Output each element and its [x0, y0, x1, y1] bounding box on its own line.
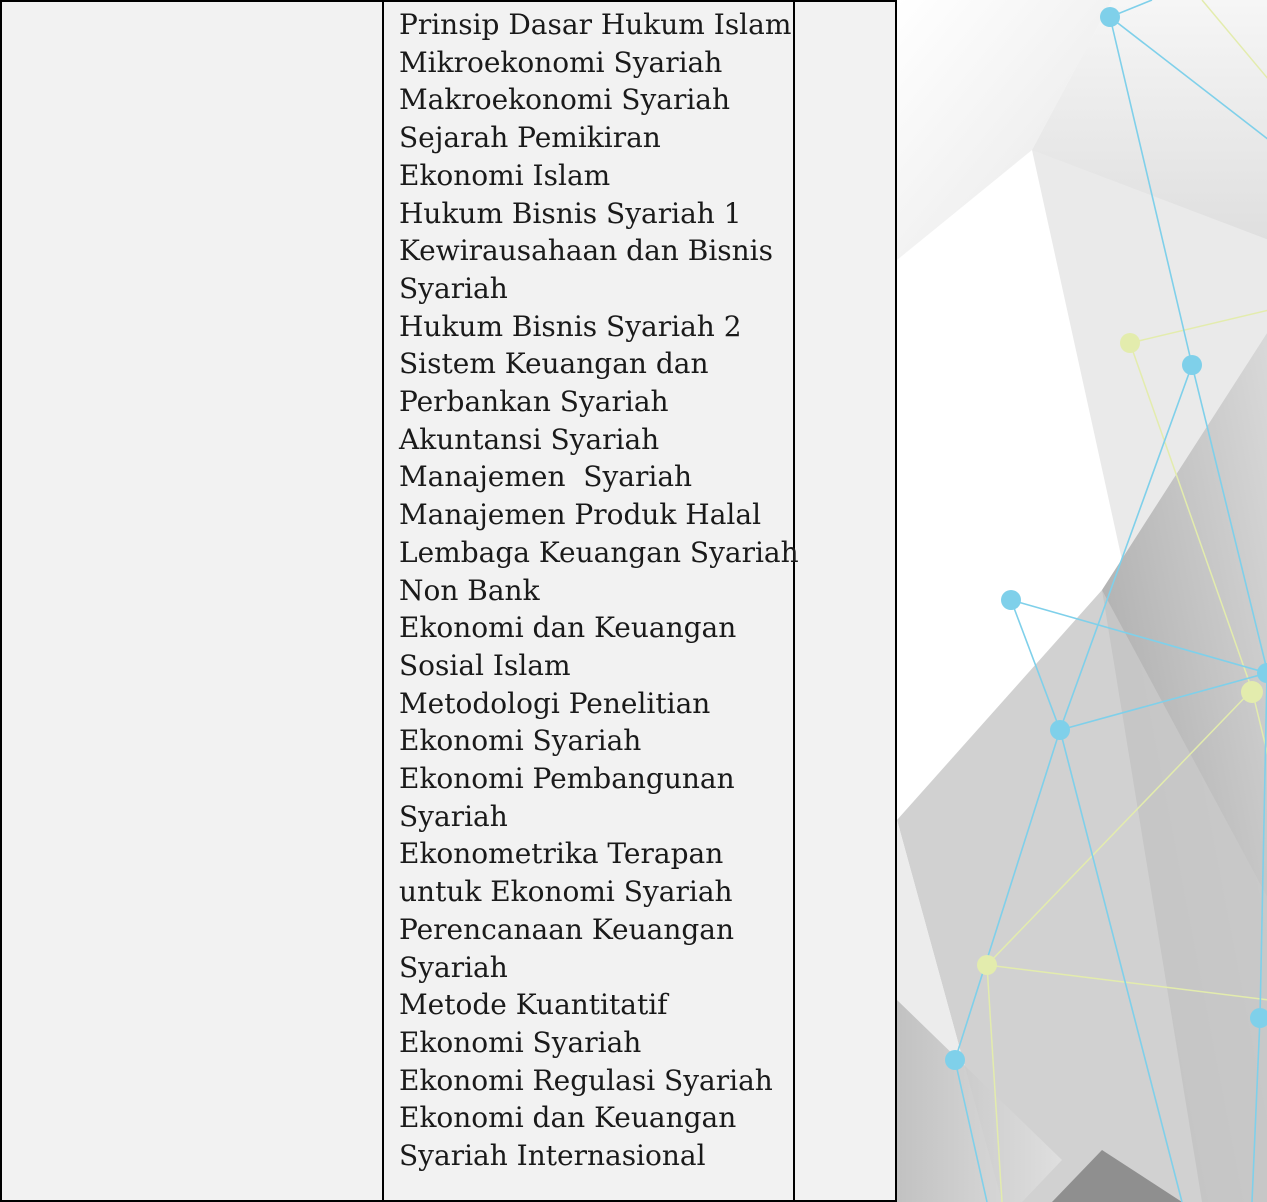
list-item: Metode Kuantitatif	[399, 988, 668, 1022]
list-item: Ekonomi Pembangunan	[399, 762, 735, 796]
list-item: Ekonomi Regulasi Syariah	[399, 1063, 773, 1097]
list-item: Ekonomi Syariah	[399, 724, 642, 758]
list-item: Manajemen Syariah	[399, 460, 693, 494]
list-item: Mikroekonomi Syariah	[399, 45, 723, 79]
list-item: Prinsip Dasar Hukum Islam	[399, 8, 792, 41]
list-item: Ekonomi Islam	[399, 158, 611, 192]
list-item: Syariah	[399, 799, 508, 833]
list-item: Non Bank	[399, 573, 540, 607]
list-item: Manajemen Produk Halal	[399, 498, 762, 532]
list-item: Perencanaan Keuangan	[399, 912, 735, 946]
list-item: Ekonomi dan Keuangan	[399, 611, 737, 645]
empty-cell-right	[794, 1, 900, 1201]
list-item: Makroekonomi Syariah	[399, 83, 731, 117]
network-graphic	[897, 0, 1267, 1202]
list-item: Sistem Keuangan dan	[399, 347, 709, 381]
list-item: Syariah	[399, 271, 508, 305]
list-item: Ekonometrika Terapan	[399, 837, 724, 871]
list-item: Kewirausahaan dan Bisnis	[399, 234, 773, 268]
list-item: Akuntansi Syariah	[399, 422, 660, 456]
table-row	[1, 1, 900, 1201]
empty-cell-left	[1, 1, 383, 1201]
list-item: Syariah Internasional	[399, 1139, 706, 1173]
decorative-network-background	[895, 0, 1267, 1202]
list-item: Ekonomi Syariah	[399, 1025, 642, 1059]
list-item: Perbankan Syariah	[399, 385, 669, 419]
course-list	[384, 2, 799, 1175]
list-item: Hukum Bisnis Syariah 1	[399, 196, 742, 230]
list-item: Sejarah Pemikiran	[399, 121, 661, 155]
course-list-cell	[383, 1, 799, 1201]
list-item: Syariah	[399, 950, 508, 984]
list-item: Lembaga Keuangan Syariah	[399, 535, 799, 569]
list-item: untuk Ekonomi Syariah	[399, 875, 733, 909]
list-item: Ekonomi dan Keuangan	[399, 1101, 737, 1135]
list-item: Metodologi Penelitian	[399, 686, 711, 720]
list-item: Sosial Islam	[399, 648, 571, 682]
list-item: Hukum Bisnis Syariah 2	[399, 309, 742, 343]
